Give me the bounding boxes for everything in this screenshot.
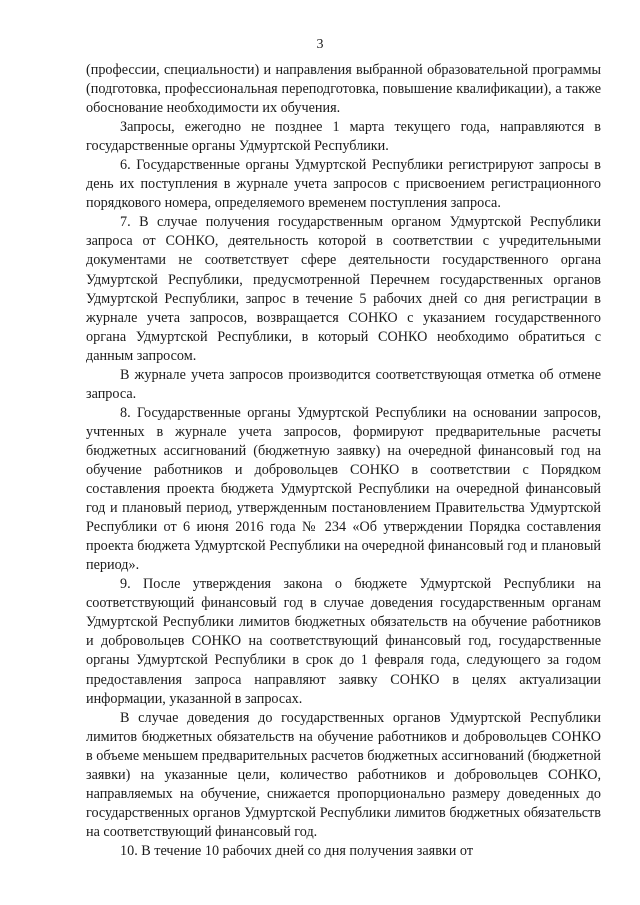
paragraph-continuation: (профессии, специальности) и направления выбранной образовательной программы (подготовка, профессиональная переподготовка, повышение квалификации), а также обоснование необходимости их обучения. xyxy=(86,62,601,117)
paragraph-limits: В случае доведения до государственных органов Удмуртской Республики лимитов бюджетных обязательств на обучение работников и добровольцев СОНКО в объеме меньшем предварительных расчетов бюджетных ассигнований (бюджетной заявки) на указанные цели, количество работников и добровольцев СОНКО, направляемых на обучение, снижается пропорционально размеру доведенных до государственных органов Удмуртской Республики лимитов бюджетных обязательств на соответствующий финансовый год. xyxy=(86,709,602,840)
paragraph-item-6: 6. Государственные органы Удмуртской Республики регистрируют запросы в день их поступления в журнале учета запросов с присвоением регистрационного порядкового номера, определяемого временем поступления запроса. xyxy=(86,157,601,212)
paragraph-journal-note: В журнале учета запросов производится соответствующая отметка об отмене запроса. xyxy=(86,366,601,402)
document-body xyxy=(86,61,601,861)
paragraph-deadline: Запросы, ежегодно не позднее 1 марта текущего года, направляются в государственные органы Удмуртской Республики. xyxy=(86,119,601,155)
paragraph-item-9: 9. После утверждения закона о бюджете Удмуртской Республики на соответствующий финансовый год в случае доведения государственным органам Удмуртской Республики лимитов бюджетных обязательств на обучение работников и добровольцев СОНКО на соответствующий финансовый год, государственные органы Удмуртской Республики в срок до 1 февраля года, следующего за годом предоставления запроса направляют заявку СОНКО в целях актуализации информации, указанной в запросах. xyxy=(86,576,601,707)
paragraph-item-8: 8. Государственные органы Удмуртской Республики на основании запросов, учтенных в журнале учета запросов, формируют предварительные расчеты бюджетных ассигнований (бюджетную заявку) на очередной финансовый год на обучение работников и добровольцев СОНКО в соответствии с Порядком составления проекта бюджета Удмуртской Республики на очередной финансовый год и плановый период, утвержденным постановлением Правительства Удмуртской Республики от 6 июня 2016 года № 234 «Об утверждении Порядка составления проекта бюджета Удмуртской Республики на очередной финансовый год и плановый период». xyxy=(86,404,601,574)
page-number: 3 xyxy=(316,37,324,52)
paragraph-item-10: 10. В течение 10 рабочих дней со дня получения заявки от xyxy=(120,842,474,859)
paragraph-item-7: 7. В случае получения государственным органом Удмуртской Республики запроса от СОНКО, деятельность которой в соответствии с учредительными документами не соответствует сфере деятельности государственного органа Удмуртской Республики, предусмотренной Перечнем государственных органов Удмуртской Республики, запрос в течение 5 рабочих дней со дня регистрации в журнале учета запросов, возвращается СОНКО с указанием государственного органа Удмуртской Республики, в который СОНКО необходимо обратиться с данным запросом. xyxy=(86,214,601,364)
